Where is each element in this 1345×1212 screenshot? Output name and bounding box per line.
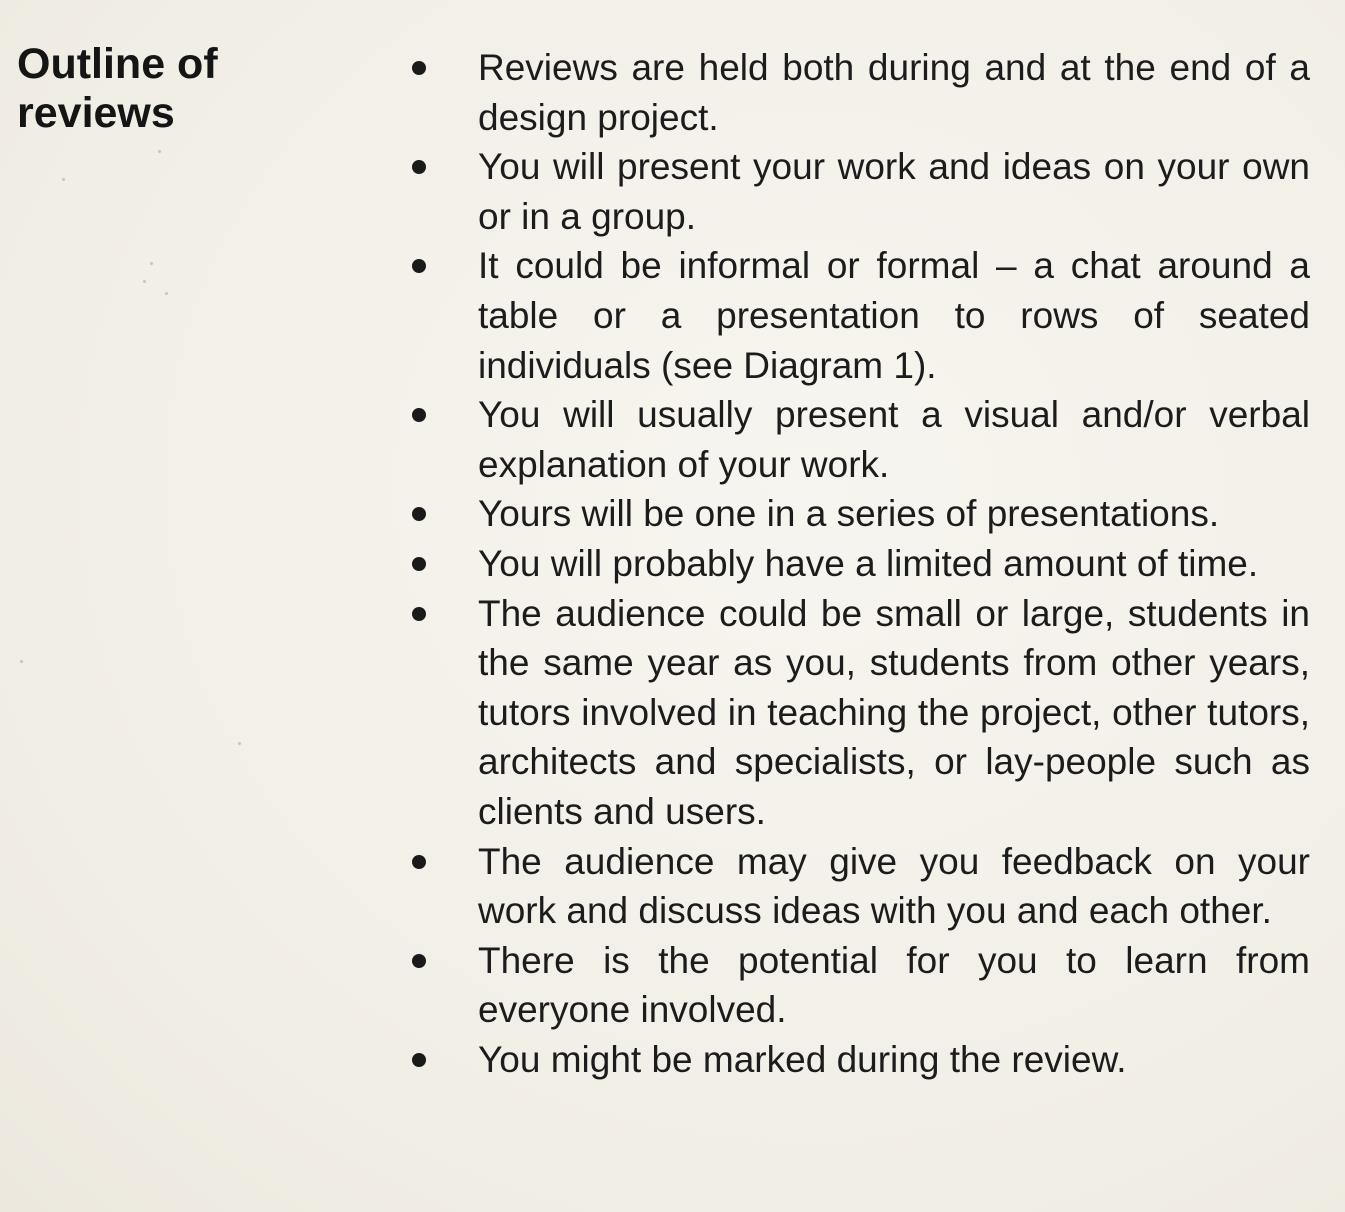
list-item-text: You will present your work and ideas on your own or in a group. [478,146,1310,237]
bullet-icon [412,259,426,273]
list-item [404,589,1310,837]
list-item [404,241,1310,390]
list-item-text: Reviews are held both during and at the end of a design project. [478,47,1310,138]
paper-speck [238,742,241,745]
list-item-text: You will usually present a visual and/or verbal explanation of your work. [478,394,1310,485]
list-item [404,142,1310,241]
paper-speck [20,660,23,663]
bullet-icon [412,607,426,621]
list-item-text: Yours will be one in a series of presentations. [478,493,1220,535]
list-item-text: It could be informal or formal – a chat around a table or a presentation to rows of seated individuals (see Diagram 1). [478,245,1310,386]
paper-speck [150,262,153,265]
list-item [404,936,1310,1035]
bullet-icon [412,160,426,174]
paper-speck [165,292,168,295]
bullet-list [404,43,1310,1084]
list-item [404,837,1310,936]
list-item-text: The audience may give you feedback on your work and discuss ideas with you and each other. [478,840,1310,932]
list-item [404,390,1310,489]
list-item [404,43,1310,142]
bullet-icon [412,61,426,75]
list-item [404,539,1310,589]
section-heading: Outline of reviews [17,40,218,137]
list-item [404,489,1310,539]
bullet-icon [412,557,426,571]
paper-speck [143,280,146,283]
paper-speck [62,178,65,181]
list-item-text: You might be marked during the review. [478,1038,1127,1080]
list-item [404,1035,1310,1085]
list-item-text: The audience could be small or large, students in the same year as you, students from other years, tutors involved in teaching the project, other tutors, architects and specialists, or lay-people such as clients and users. [478,592,1310,832]
bullet-icon [412,1053,426,1067]
list-item-text: You will probably have a limited amount of time. [478,542,1259,584]
bullet-icon [412,408,426,422]
paper-speck [158,150,161,153]
bullet-icon [412,954,426,968]
list-item-text: There is the potential for you to learn from everyone involved. [478,939,1310,1031]
bullet-icon [412,507,426,521]
bullet-icon [412,855,426,869]
